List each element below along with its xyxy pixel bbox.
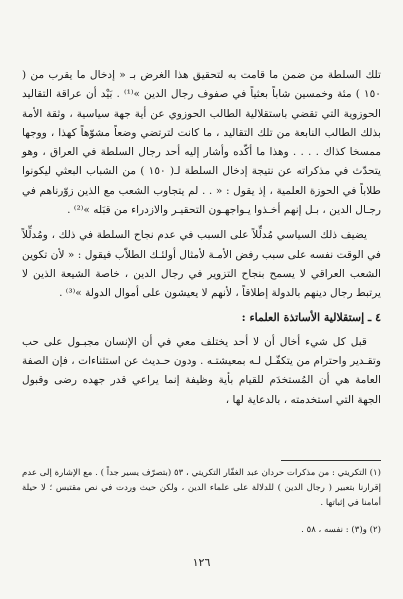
page-number: ١٢٦ (192, 556, 211, 569)
footnote-2: (٢) و(٣) : نفسه ، ٥٨ . (301, 525, 381, 535)
footnotes (22, 466, 381, 538)
paragraph-1: تلك السلطة من ضمن ما قامت به لتحقيق هذا الغرض بـ « إدخال ما يقرب من ( ١٥٠ ) مئة وخمسين شاباً بعثياً في صفوف رجال الدين »⁽¹⁾ . بَيْد أن عراقة التقاليد الحوزوية التي تقضي باستقلالية الطالب الحوزوي عن أية جهة سياسية ، وثقة الأمة بذلك الطالب النابعة من تلك التقاليد ، ما كانت لترتضي وضعاً مشوّهاً كهذا ، ووجها ممسخا كذاك . . . . وهذا ما أكّده وأشار إليه أحد رجال السلطة في العراق ، وهو يتحدّث في مذكراته عن نتيجة إدخال السلطة لـ( ١٥٠ ) من الشباب البعثي ليكونوا طلاباً في الحوزة العلمية ، إذ يقول : « . . لم يتجاوب الشعب مع الذين زوّرناهم في رجـال الدين ، بـل إنهم أخـذوا يـواجهـون التحقيـر والازدراء من قبَله »⁽²⁾ . (22, 69, 381, 217)
footnote-1: (١) التكريتي : من مذكرات حردان عبد الغفّار التكريتي ، ٥٣ (بتصرّف يسير جداً ) . مع الإشارة إلى عدم إقرارنا بتعبير ( رجال الدين ) للدلالة على علماء الدين ، ولكن حيث وردت في نص مقتبس ؛ لا حيلة أمامنا في إثباتها . (22, 468, 382, 508)
paragraph-3: قبل كل شيء أخال أن لا أحد يختلف معي في أن الإنسان مجبـول على حب وتقـدير واحترام من يتكفّـل لـه بمعيشتـه . ودون حـديث عن استثناءات ، فإن الصفة العامة هي أن المُستخدَم للقيام بأية وظيفة إنما يراعي قدر جهده رضى وقبول الجهة التي استخدمته ، بالدعاية لها ، (22, 335, 381, 406)
main-text (22, 66, 381, 410)
paragraph-2: يضيف ذلك السياسي مُدلِّلاً على السبب في عدم نجاح السلطة في ذلك ، ومُدلِّلاً في الوقت نفسه على سبب رفض الأمـة لأمثال أولئـك الطلاّب فيقول : « لأن تكوين الشعب العراقي لا يسمح بنجاح التزوير في رجال الدين ، خاصة الشيعة الذين لا يرتبط رجال دينهم بالدولة إطلاقاً ، لأنهم لا يعيشون على أموال الدولة »⁽³⁾ . (22, 229, 381, 300)
section-heading: ٤ ـ إستقلالية الأساتذة العلماء : (241, 310, 381, 324)
footnote-divider (281, 460, 381, 461)
